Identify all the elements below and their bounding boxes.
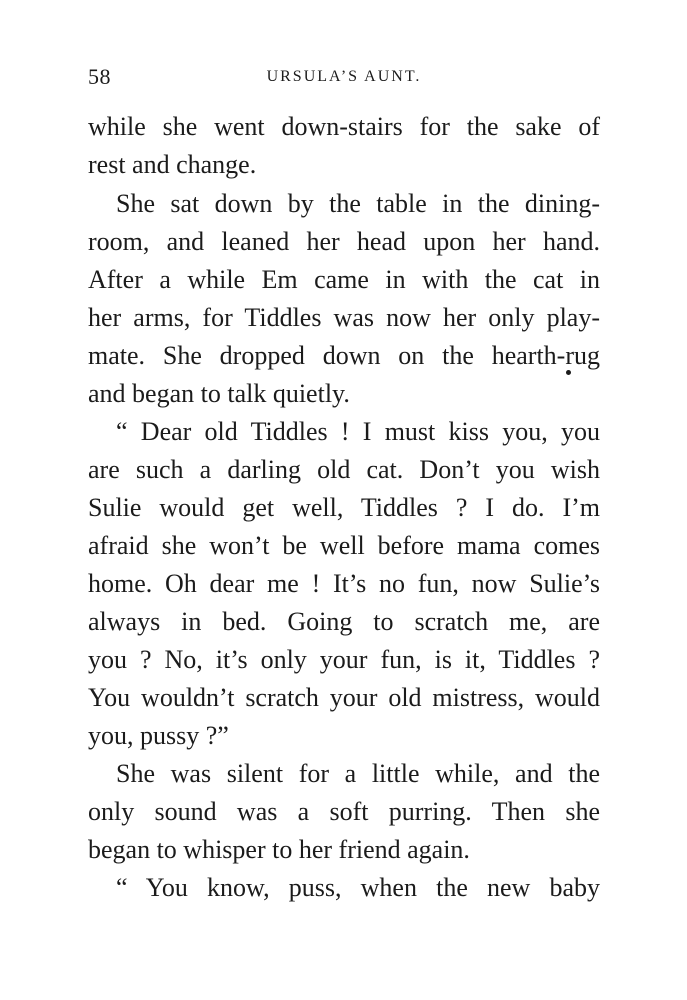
- text-line: “ Dear old Tiddles ! I must kiss you, you: [116, 417, 600, 446]
- text-line: You wouldn’t scratch your old mistress, would: [88, 683, 600, 712]
- text-line: you ? No, it’s only your fun, is it, Tiddles ?: [88, 645, 600, 674]
- text-line: Sulie would get well, Tiddles ? I do. I’m: [88, 493, 600, 522]
- text-line: while she went down-stairs for the sake of: [88, 112, 600, 141]
- text-line: She was silent for a little while, and the: [116, 759, 600, 788]
- text-line: her arms, for Tiddles was now her only play-: [88, 303, 600, 332]
- text-line: home. Oh dear me ! It’s no fun, now Sulie’s: [88, 569, 600, 598]
- text-line: afraid she won’t be well before mama comes: [88, 531, 600, 560]
- text-line: began to whisper to her friend again.: [88, 835, 470, 864]
- text-line: rest and change.: [88, 150, 257, 179]
- text-line: only sound was a soft purring. Then she: [88, 797, 600, 826]
- text-line: After a while Em came in with the cat in: [88, 265, 600, 294]
- page-number: 58: [88, 64, 111, 89]
- text-line: are such a darling old cat. Don’t you wish: [88, 455, 600, 484]
- text-line: mate. She dropped down on the hearth-rug: [88, 341, 600, 370]
- running-head: URSULA’S AUNT.: [266, 68, 422, 85]
- text-line: She sat down by the table in the dining-: [116, 189, 600, 218]
- text-line: “ You know, puss, when the new baby: [116, 873, 600, 902]
- page-header: [88, 64, 600, 94]
- ink-speck: [566, 370, 571, 375]
- text-line: and began to talk quietly.: [88, 379, 350, 408]
- text-line: you, pussy ?”: [88, 721, 229, 750]
- text-line: always in bed. Going to scratch me, are: [88, 607, 600, 636]
- text-line: room, and leaned her head upon her hand.: [88, 227, 600, 256]
